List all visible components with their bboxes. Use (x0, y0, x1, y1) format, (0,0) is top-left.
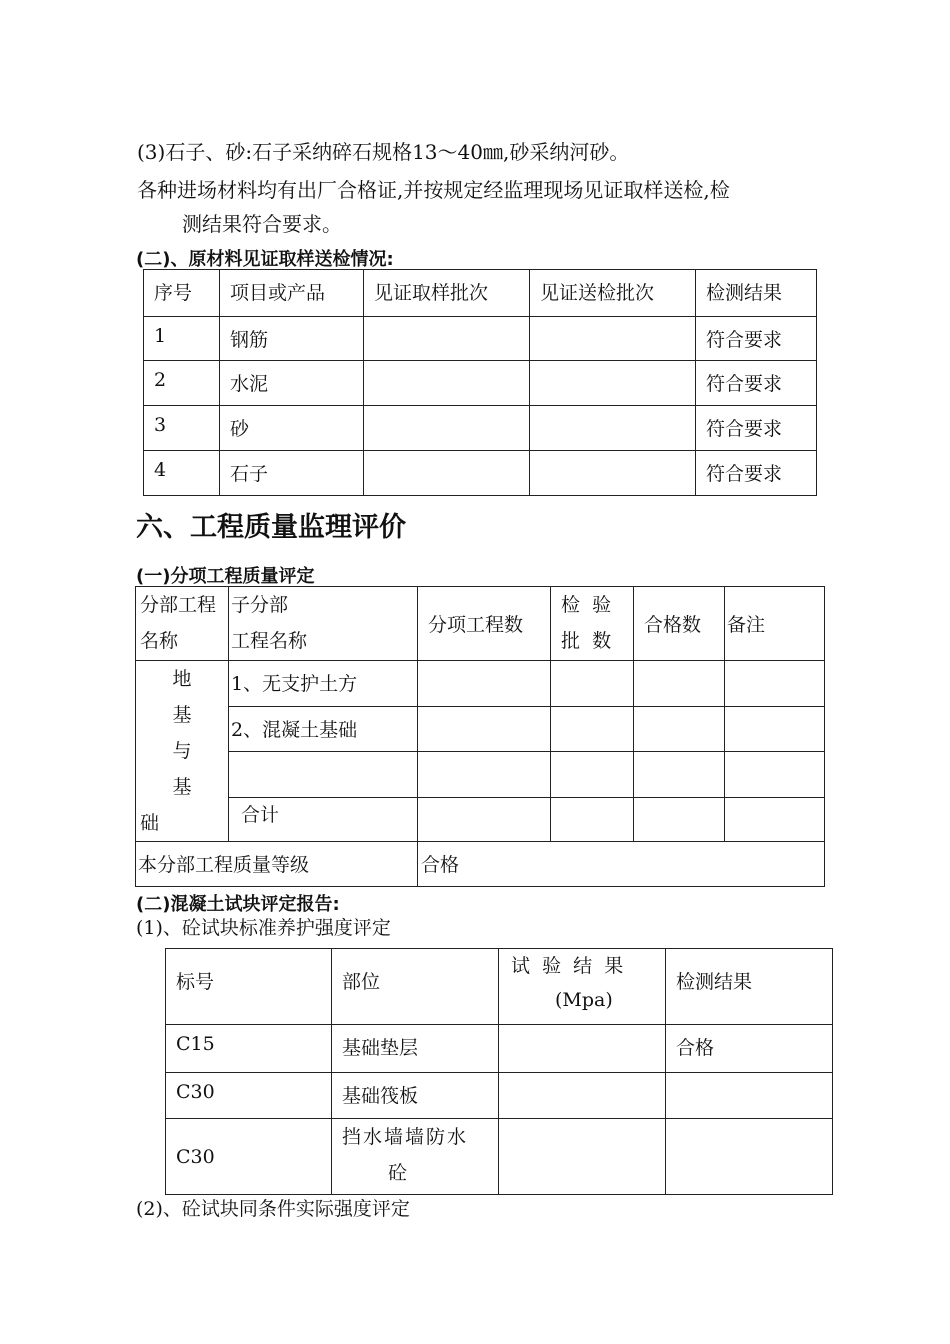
row-item: 水泥 (220, 361, 364, 406)
row-value (499, 1025, 666, 1073)
row-part-line2: 砼 (388, 1162, 408, 1184)
intro-line-2: 各种进场材料均有出厂合格证,并按规定经监理现场见证取样送检,检 (137, 178, 730, 202)
concrete-sub2: (2)、砼试块同条件实际强度评定 (136, 1198, 410, 1220)
row-part: 基础垫层 (332, 1025, 499, 1073)
row-value (499, 1073, 666, 1119)
table-row (144, 451, 817, 496)
table-row (166, 1073, 833, 1119)
row-sample (364, 406, 530, 451)
row-mark: C30 (166, 1119, 332, 1195)
row-mark: C30 (166, 1073, 332, 1119)
grade-label: 本分部工程质量等级 (136, 842, 418, 887)
header-check: 检测结果 (666, 949, 833, 1025)
concrete-section-title: (二)混凝土试块评定报告: (136, 894, 340, 915)
dept-name-cell (136, 661, 229, 842)
row-sub: 2、混凝土基础 (229, 707, 418, 752)
row-no: 4 (144, 451, 220, 496)
sampling-table (143, 269, 817, 496)
header-note: 备注 (725, 587, 825, 661)
header-batch-line2: 批 数 (561, 630, 612, 652)
row-no: 3 (144, 406, 220, 451)
dept-char: 与 (172, 740, 192, 762)
table-row (166, 1119, 833, 1195)
row-check: 合格 (666, 1025, 833, 1073)
concrete-sub1: (1)、砼试块标准养护强度评定 (136, 917, 391, 939)
header-test-result-line1: 试 验 结 果 (511, 955, 624, 977)
header-dept-line2: 名称 (140, 630, 179, 652)
row-send (530, 451, 696, 496)
row-result: 符合要求 (696, 451, 817, 496)
intro-line-3: 测结果符合要求。 (182, 212, 342, 236)
header-sample-batch: 见证取样批次 (364, 270, 530, 317)
row-result: 符合要求 (696, 317, 817, 361)
header-subdept-line1: 子分部 (231, 594, 289, 616)
header-result: 检测结果 (696, 270, 817, 317)
row-sample (364, 361, 530, 406)
header-pass: 合格数 (634, 587, 725, 661)
subitem-header-row (136, 587, 825, 661)
dept-char: 地 (172, 668, 192, 690)
table-row (136, 798, 825, 842)
row-sub (229, 752, 418, 798)
sampling-header-row (144, 270, 817, 317)
header-send-batch: 见证送检批次 (530, 270, 696, 317)
row-send (530, 317, 696, 361)
header-dept (136, 587, 229, 661)
dept-char: 基 (172, 704, 192, 726)
header-part: 部位 (332, 949, 499, 1025)
row-part-line1: 挡水墙墙防水 (342, 1126, 469, 1148)
row-result: 符合要求 (696, 361, 817, 406)
row-sub-total: 合计 (229, 798, 418, 842)
header-batch (551, 587, 634, 661)
grade-value: 合格 (418, 842, 825, 887)
header-subdept-line2: 工程名称 (231, 630, 308, 652)
table-row (144, 406, 817, 451)
header-item: 项目或产品 (220, 270, 364, 317)
intro-line-1: (3)石子、砂:石子采纳碎石规格13～40㎜,砂采纳河砂。 (137, 140, 630, 164)
row-sub: 1、无支护土方 (229, 661, 418, 707)
row-sample (364, 451, 530, 496)
section-six-heading: 六、工程质量监理评价 (136, 512, 406, 543)
header-no: 序号 (144, 270, 220, 317)
grade-row (136, 842, 825, 887)
table-row (136, 707, 825, 752)
header-test-result-line2: (Mpa) (555, 989, 613, 1011)
row-item: 砂 (220, 406, 364, 451)
row-part: 基础筏板 (332, 1073, 499, 1119)
row-send (530, 361, 696, 406)
header-mark: 标号 (166, 949, 332, 1025)
row-no: 1 (144, 317, 220, 361)
row-check (666, 1073, 833, 1119)
table-row (144, 361, 817, 406)
table-row (136, 752, 825, 798)
header-batch-line1: 检 验 (561, 594, 612, 616)
table-row (136, 661, 825, 707)
dept-char: 础 (140, 812, 160, 834)
table-row (166, 1025, 833, 1073)
header-dept-line1: 分部工程 (140, 594, 217, 616)
subitem-section-title: (一)分项工程质量评定 (136, 566, 315, 587)
concrete-header-row (166, 949, 833, 1025)
row-sample (364, 317, 530, 361)
row-no: 2 (144, 361, 220, 406)
row-mark: C15 (166, 1025, 332, 1073)
row-send (530, 406, 696, 451)
row-check (666, 1119, 833, 1195)
header-test-result (499, 949, 666, 1025)
row-result: 符合要求 (696, 406, 817, 451)
row-value (499, 1119, 666, 1195)
table-row (144, 317, 817, 361)
concrete-table (165, 948, 833, 1195)
header-count: 分项工程数 (418, 587, 551, 661)
sampling-section-title: (二)、原材料见证取样送检情况: (136, 249, 394, 270)
header-subdept (229, 587, 418, 661)
row-part (332, 1119, 499, 1195)
subitem-table (135, 586, 825, 887)
dept-char: 基 (172, 776, 192, 798)
row-item: 钢筋 (220, 317, 364, 361)
row-item: 石子 (220, 451, 364, 496)
